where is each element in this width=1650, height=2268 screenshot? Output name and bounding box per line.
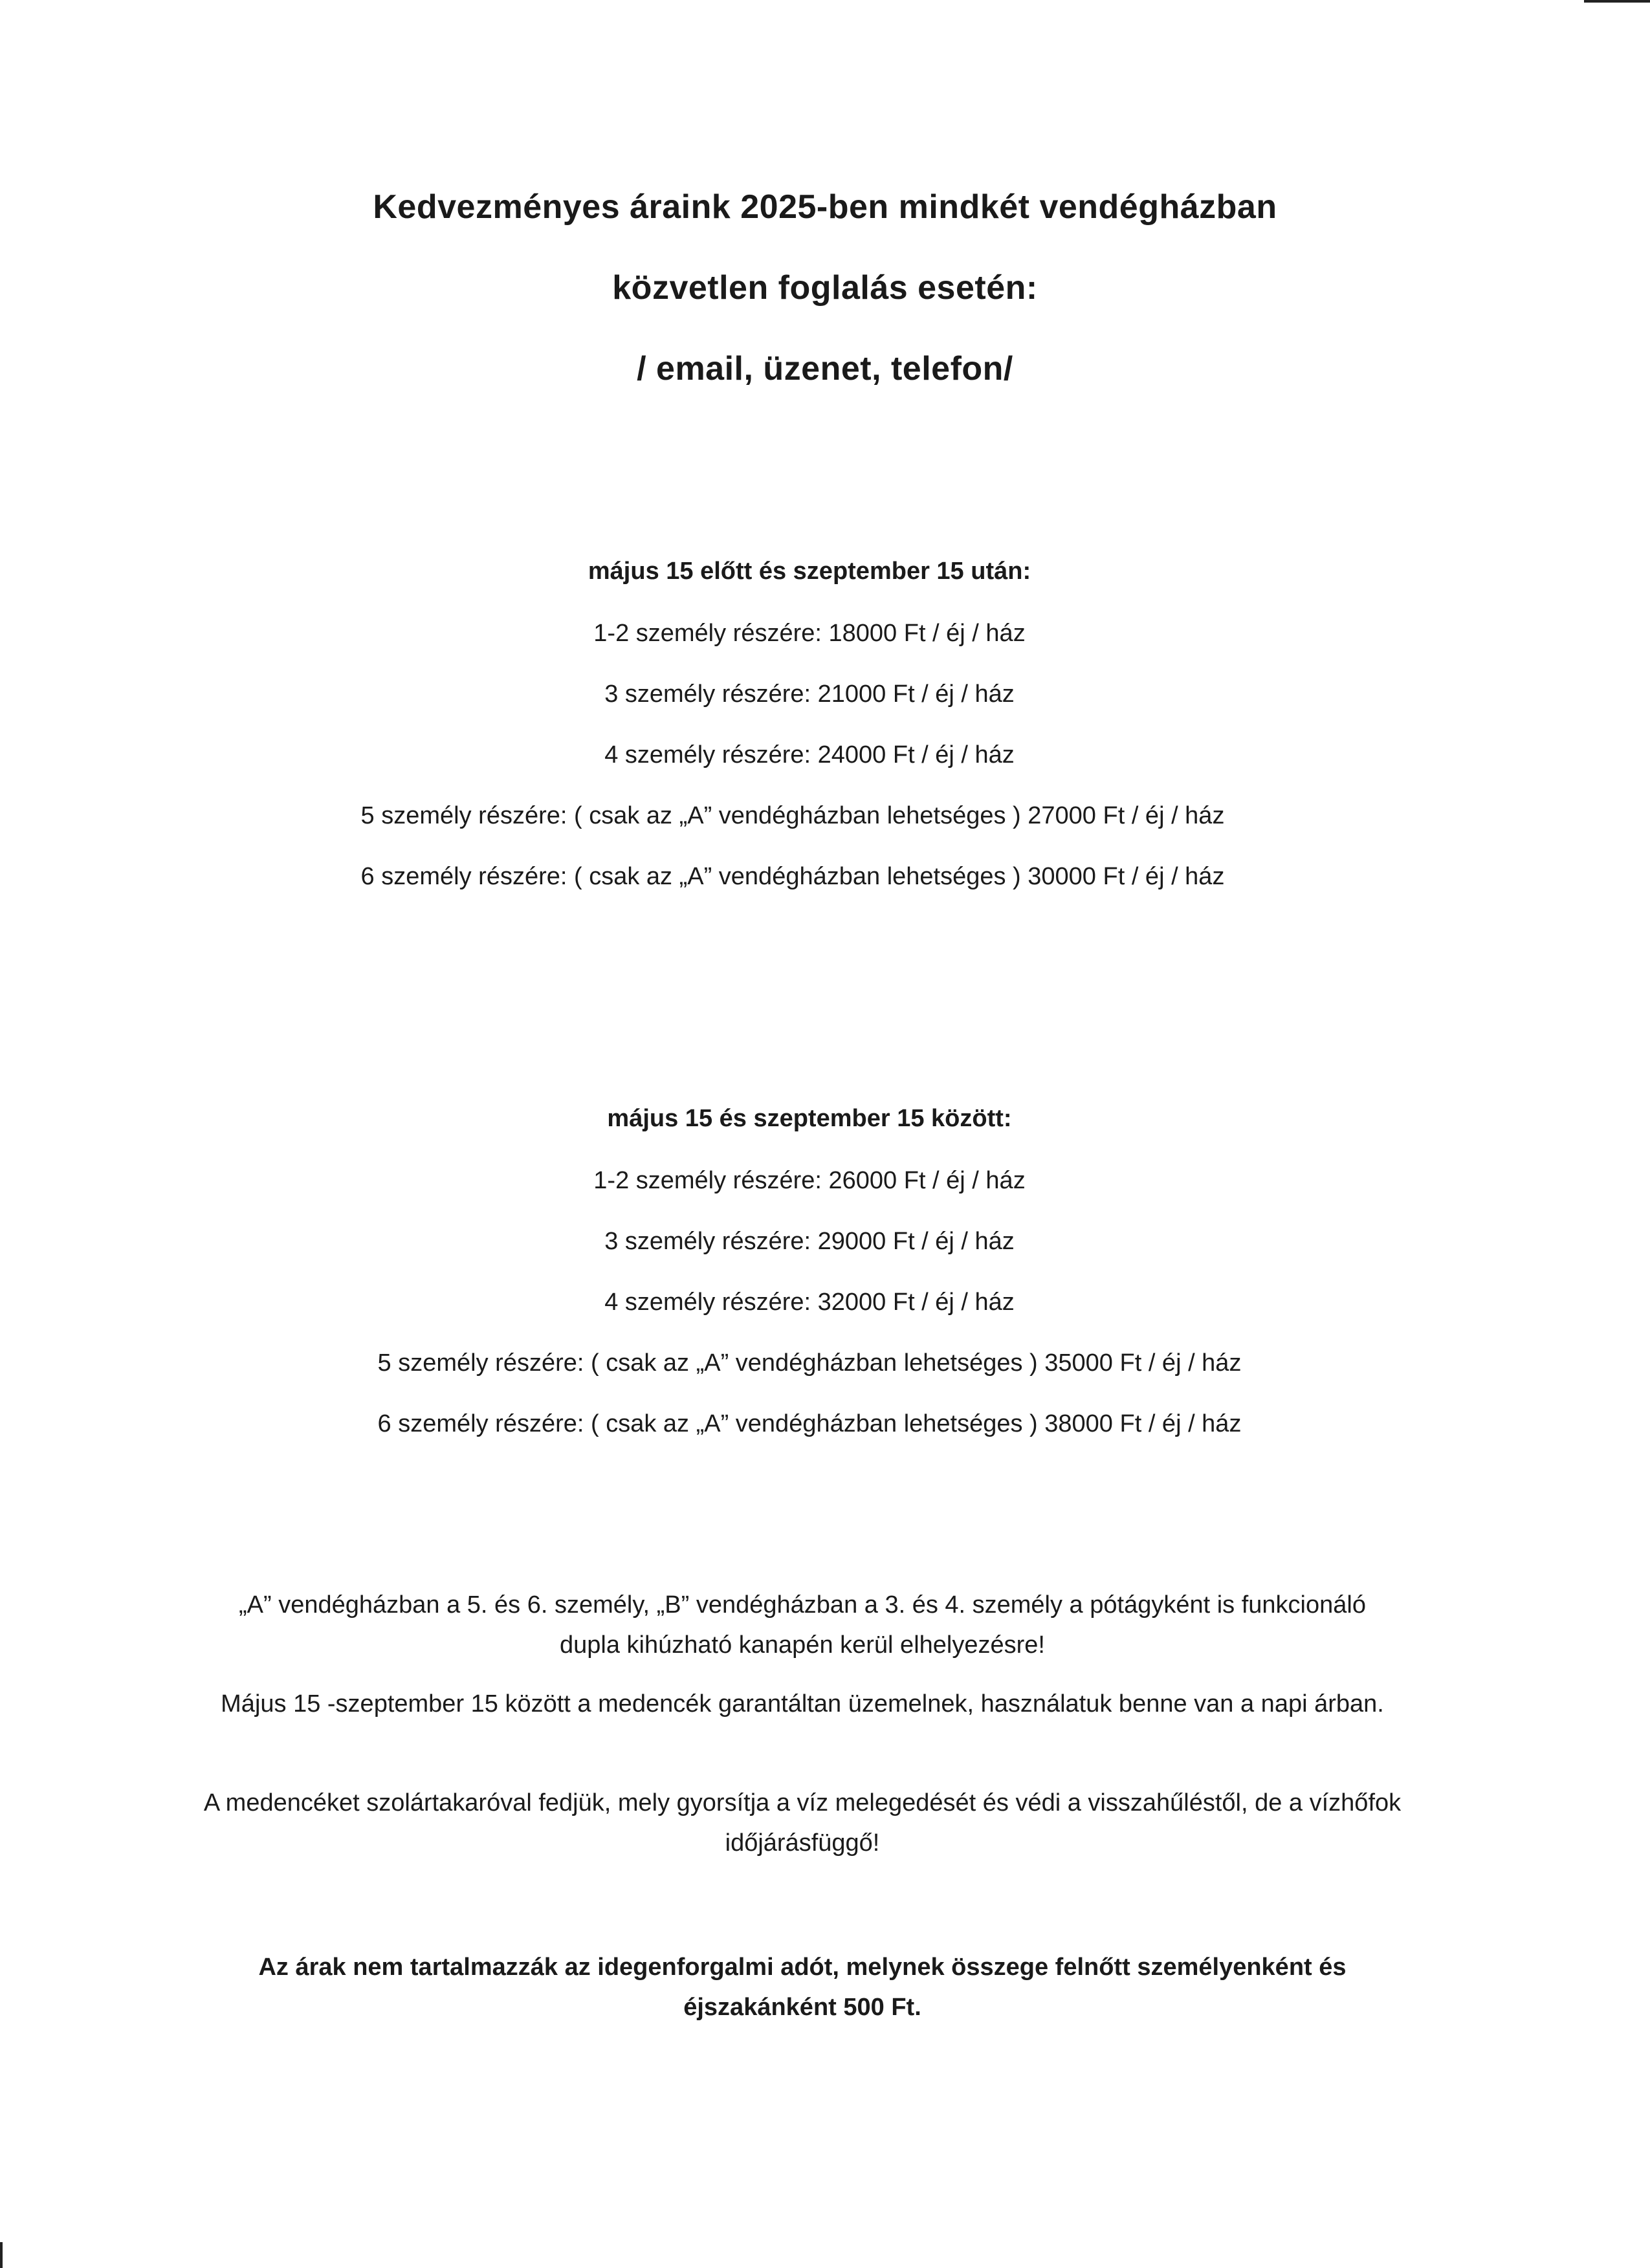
off-season-row: 4 személy részére: 24000 Ft / éj / ház xyxy=(604,741,1015,769)
off-season-row: 5 személy részére: ( csak az „A” vendégházban lehetséges ) 27000 Ft / éj / ház xyxy=(360,802,1225,829)
main-season-row: 6 személy részére: ( csak az „A” vendégházban lehetséges ) 38000 Ft / éj / ház xyxy=(377,1410,1242,1437)
contact-methods: / email, üzenet, telefon/ xyxy=(637,350,1013,387)
main-season-row: 5 személy részére: ( csak az „A” vendégházban lehetséges ) 35000 Ft / éj / ház xyxy=(377,1349,1242,1377)
tourist-tax-note: Az árak nem tartalmazzák az idegenforgalmi adót, melynek összege felnőtt személyenként és éjszakánként 500 Ft. xyxy=(258,1954,1347,2021)
off-season-row: 1-2 személy részére: 18000 Ft / éj / ház xyxy=(593,620,1026,647)
page-title: Kedvezményes áraink 2025-ben mindkét vendégházban xyxy=(373,188,1277,226)
off-season-heading: május 15 előtt és szeptember 15 után: xyxy=(588,558,1031,585)
pools-note: Május 15 -szeptember 15 között a medencék garantáltan üzemelnek, használatuk benne van a napi árban. xyxy=(221,1690,1384,1717)
main-season-row: 3 személy részére: 29000 Ft / éj / ház xyxy=(604,1228,1015,1255)
main-season-heading: május 15 és szeptember 15 között: xyxy=(607,1105,1012,1132)
solar-cover-note: A medencéket szolártakaróval fedjük, mely gyorsítja a víz melegedését és védi a visszahűléstől, de a vízhőfok időjárásfüggő! xyxy=(203,1789,1402,1857)
page-subtitle: közvetlen foglalás esetén: xyxy=(612,269,1038,307)
scan-edge-mark xyxy=(0,2242,3,2268)
off-season-row: 6 személy részére: ( csak az „A” vendégházban lehetséges ) 30000 Ft / éj / ház xyxy=(360,863,1225,890)
scan-edge-mark xyxy=(1584,0,1650,3)
main-season-row: 1-2 személy részére: 26000 Ft / éj / ház xyxy=(593,1167,1026,1194)
main-season-row: 4 személy részére: 32000 Ft / éj / ház xyxy=(604,1289,1015,1316)
off-season-row: 3 személy részére: 21000 Ft / éj / ház xyxy=(604,681,1015,708)
extra-beds-note: „A” vendégházban a 5. és 6. személy, „B” vendégházban a 3. és 4. személy a pótágyként is funkcionáló dupla kihúzható kanapén kerül elhelyezésre! xyxy=(239,1591,1366,1659)
